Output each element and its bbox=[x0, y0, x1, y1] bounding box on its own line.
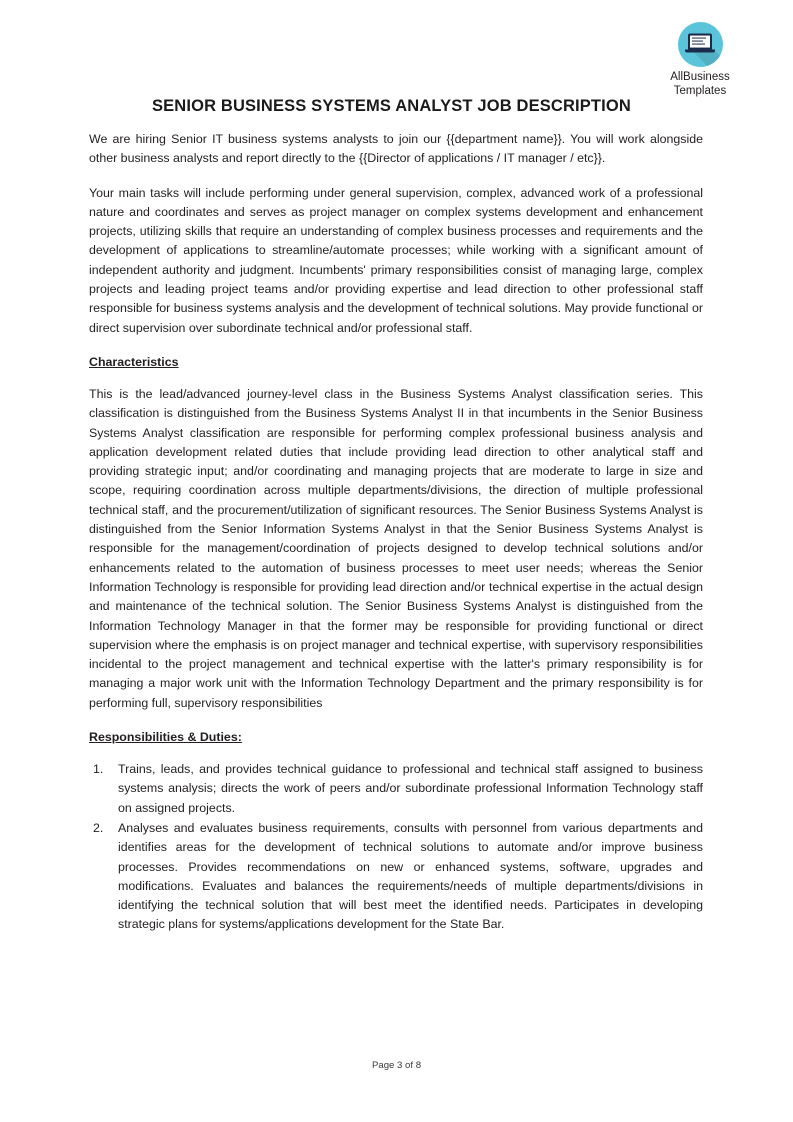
list-item: Trains, leads, and provides technical guidance to professional and technical staff assigned to business systems analysis; directs the work of peers and/or subordinate professional Information Technology staff on assigned projects. bbox=[118, 762, 703, 815]
document-body bbox=[89, 130, 703, 936]
page-footer: Page 3 of 8 bbox=[371, 1060, 422, 1071]
intro-paragraph-1: We are hiring Senior IT business systems analysts to join our {{department name}}. You will work alongside other business analysts and report directly to the {{Director of applications / IT manager / etc}}. bbox=[89, 132, 703, 166]
laptop-icon bbox=[678, 22, 723, 67]
laptop-base bbox=[685, 49, 715, 53]
brand-name-line2: Templates bbox=[673, 84, 727, 97]
characteristics-heading: Characteristics bbox=[89, 354, 179, 369]
page-title: SENIOR BUSINESS SYSTEMS ANALYST JOB DESCRIPTION bbox=[152, 97, 631, 115]
laptop-screen-content bbox=[690, 35, 710, 47]
responsibilities-list bbox=[89, 760, 703, 935]
brand-logo bbox=[648, 22, 752, 98]
brand-name bbox=[648, 71, 752, 98]
laptop-screen bbox=[688, 33, 712, 49]
brand-name-line1: AllBusiness bbox=[670, 71, 730, 83]
intro-paragraph-2: Your main tasks will include performing under general supervision, complex, advanced work of a professional nature and coordinates and serves as project manager on complex systems development and enhancement projects, utilizing skills that require an understanding of complex business processes and requirements and the development of applications to streamline/automate processes; while working with a significant amount of independent authority and judgment. Incumbents' primary responsibilities consist of managing large, complex projects and leading project teams and/or providing expertise and lead direction to other professional staff responsible for business systems analysis and the development of technical solutions. May provide functional or direct supervision over subordinate technical and/or professional staff. bbox=[89, 185, 703, 335]
laptop-glyph bbox=[685, 33, 715, 55]
responsibilities-heading: Responsibilities & Duties: bbox=[89, 730, 242, 745]
characteristics-paragraph: This is the lead/advanced journey-level class in the Business Systems Analyst classification series. This classification is distinguished from the Business Systems Analyst II in that incumbents in the Senior Business Systems Analyst classification are responsible for performing complex professional business analysis and application development related duties that include providing lead direction to other analytical staff and providing strategic input; and/or coordinating and managing projects that are moderate to large in size and scope, requiring coordination across multiple departments/divisions, the direction of multiple professional technical staff, and the procurement/utilization of significant resources. The Senior Business Systems Analyst is distinguished from the Senior Information Systems Analyst in that the Senior Business Systems Analyst is responsible for the management/coordination of projects designed to develop technical solutions and/or enhancements related to the automation of business processes to meet user needs; whereas the Senior Information Technology is responsible for providing lead direction and/or technical expertise in the actual design and maintenance of the technical solution. The Senior Business Systems Analyst is distinguished from the Information Technology Manager in that the former may be responsible for providing functional or direct supervision where the emphasis is on project manager and technical expertise, with supervisory responsibilities incidental to the project management and technical expertise with the latter's primary responsibility is for managing a major work unit with the Information Technology Department and the primary responsibility is for performing full, supervisory responsibilities bbox=[89, 386, 703, 710]
list-item: Analyses and evaluates business requirements, consults with personnel from various departments and identifies areas for the development of technical solutions to automate and/or improve business processes. Provides recommendations on new or enhanced systems, software, upgrades and modifications. Evaluates and balances the requirements/needs of multiple departments/divisions in identifying the technical solution that will best meet the identified needs. Participates in developing strategic plans for systems/applications development for the State Bar. bbox=[118, 820, 703, 932]
